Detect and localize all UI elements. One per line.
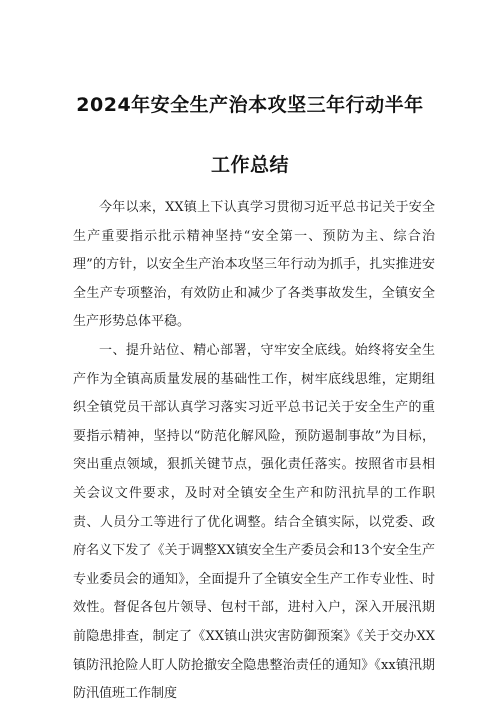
paragraph-intro: 今年以来，XX镇上下认真学习贯彻习近平总书记关于安全生产重要指示批示精神坚持“安全第一、预防为主、综合治理”的方针，以安全生产治本攻坚三年行动为抓手，扎实推进安全生产专项整治，有效防止和减少了各类事故发生，全镇安全生产形势总体平稳。 [73,200,435,330]
document-title-line-1: 2024年安全生产治本攻坚三年行动半年 [76,94,424,116]
document-body [73,194,435,709]
document-title-line-2: 工作总结 [210,154,289,176]
paragraph-section-1: 一、提升站位、精心部署，守牢安全底线。始终将安全生产作为全镇高质量发展的基础性工作，树牢底线思维，定期组织全镇党员干部认真学习落实习近平总书记关于安全生产的重要指示精神，坚持以“防范化解风险，预防遏制事故”为目标，突出重点领域，狠抓关键节点，强化责任落实。按照省市县相关会议文件要求，及时对全镇安全生产和防汛抗旱的工作职责、人员分工等进行了优化调整。结合全镇实际，以党委、政府名义下发了《关于调整XX镇安全生产委员会和13个安全生产专业委员会的通知》，全面提升了全镇安全生产工作专业性、时效性。督促各包片领导、包村干部，进村入户，深入开展汛期前隐患排查，制定了《XX镇山洪灾害防御预案》《关于交办XX镇防汛抢险人盯人防抢撤安全隐患整治责任的通知》《xx镇汛期防汛值班工作制度 [73,342,435,702]
